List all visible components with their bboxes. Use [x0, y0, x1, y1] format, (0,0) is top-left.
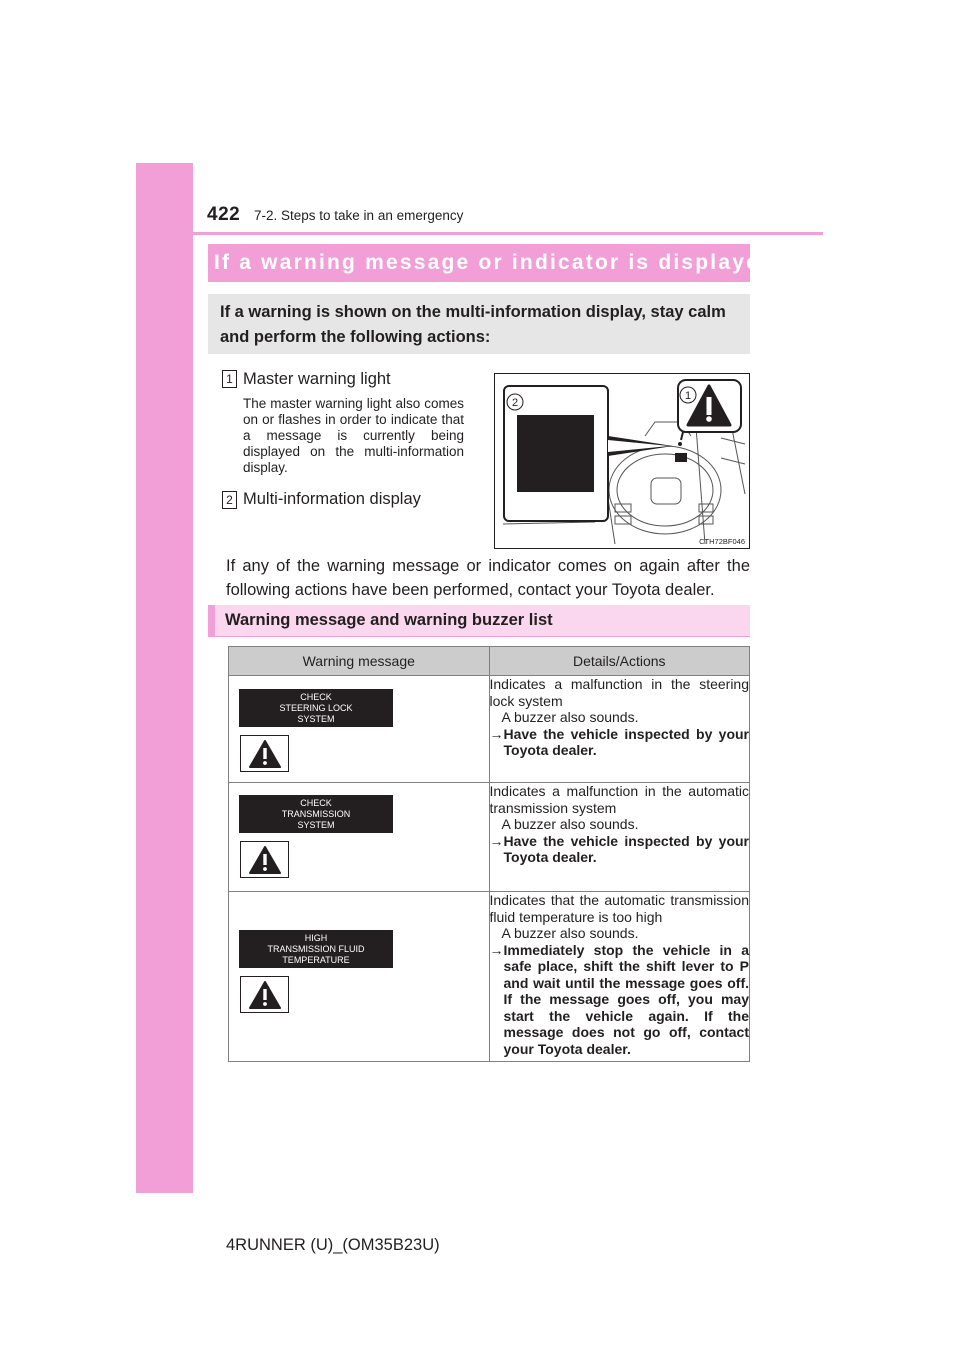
detail-text: Indicates that the automatic transmission fluid temperature is too high	[489, 892, 749, 925]
body-paragraph: If any of the warning message or indicator comes on again after the following actions have been performed, contact your Toyota dealer.	[226, 557, 750, 599]
warning-message-cell	[229, 783, 490, 892]
action-instruction	[490, 942, 750, 1058]
intro-box	[208, 294, 750, 354]
intro-text: If a warning is shown on the multi-information display, stay calm and perform the following actions:	[220, 303, 726, 346]
arrow-right-icon: →	[489, 941, 504, 958]
warning-message-table	[228, 646, 750, 1062]
item-description-master-warning-light: The master warning light also comes on or flashes in order to indicate that a message is currently being displayed on the multi-information display.	[243, 396, 464, 475]
footer-model-code: 4RUNNER (U)_(OM35B23U)	[226, 1236, 440, 1254]
item-label-master-warning-light: Master warning light	[243, 370, 391, 388]
table-row	[229, 783, 750, 892]
item-number-2: 2	[222, 491, 237, 509]
warning-message-cell	[229, 892, 490, 1062]
display-message: HIGH TRANSMISSION FLUID TEMPERATURE	[239, 930, 393, 968]
header-divider	[193, 232, 823, 235]
details-actions-cell	[489, 783, 750, 892]
detail-text: Indicates a malfunction in the steering lock system	[489, 676, 749, 709]
action-instruction	[490, 833, 750, 866]
subheading: Warning message and warning buzzer list	[225, 611, 553, 629]
action-instruction	[490, 726, 750, 759]
detail-text: Indicates a malfunction in the automatic transmission system	[489, 783, 749, 816]
subheading-bar	[208, 605, 750, 636]
display-message: CHECK STEERING LOCK SYSTEM	[239, 689, 393, 727]
action-text: Have the vehicle inspected by your Toyota dealer.	[503, 725, 749, 758]
section-title: 7-2. Steps to take in an emergency	[254, 208, 464, 223]
buzzer-note: A buzzer also sounds.	[501, 925, 639, 941]
action-text: Have the vehicle inspected by your Toyota dealer.	[503, 832, 749, 865]
item-label-multi-information-display: Multi-information display	[243, 490, 421, 508]
display-message: CHECK TRANSMISSION SYSTEM	[239, 795, 393, 833]
buzzer-note: A buzzer also sounds.	[501, 709, 639, 725]
page-number: 422	[207, 204, 241, 225]
warning-triangle-icon	[240, 976, 289, 1013]
warning-triangle-icon	[240, 841, 289, 878]
details-actions-cell	[489, 676, 750, 783]
subheading-rule	[208, 636, 750, 637]
figure-code: CTH72BF046	[699, 537, 745, 546]
item-number-1: 1	[222, 370, 237, 388]
page-title-bar	[208, 244, 776, 282]
table-row	[229, 892, 750, 1062]
column-header-warning-message: Warning message	[229, 647, 490, 676]
instrument-panel-figure	[494, 373, 750, 549]
action-text: Immediately stop the vehicle in a safe place, shift the shift lever to P and wait until the message goes off. If the message goes off, you may start the vehicle again. If the message does not go off, contact your Toyota dealer.	[503, 941, 749, 1057]
arrow-right-icon: →	[489, 832, 504, 849]
table-row	[229, 676, 750, 783]
callout-2: 2	[511, 397, 519, 409]
column-header-details-actions: Details/Actions	[489, 647, 750, 676]
table-header-row	[229, 647, 750, 676]
buzzer-note: A buzzer also sounds.	[501, 816, 639, 832]
arrow-right-icon: →	[489, 725, 504, 742]
instrument-panel-illustration	[495, 374, 749, 548]
warning-message-cell	[229, 676, 490, 783]
page-title: If a warning message or indicator is displayed	[214, 251, 776, 274]
warning-triangle-icon	[240, 735, 289, 772]
chapter-tab-bar	[136, 163, 193, 1193]
callout-1: 1	[684, 390, 692, 402]
details-actions-cell	[489, 892, 750, 1062]
multi-information-display-screen	[517, 415, 594, 492]
